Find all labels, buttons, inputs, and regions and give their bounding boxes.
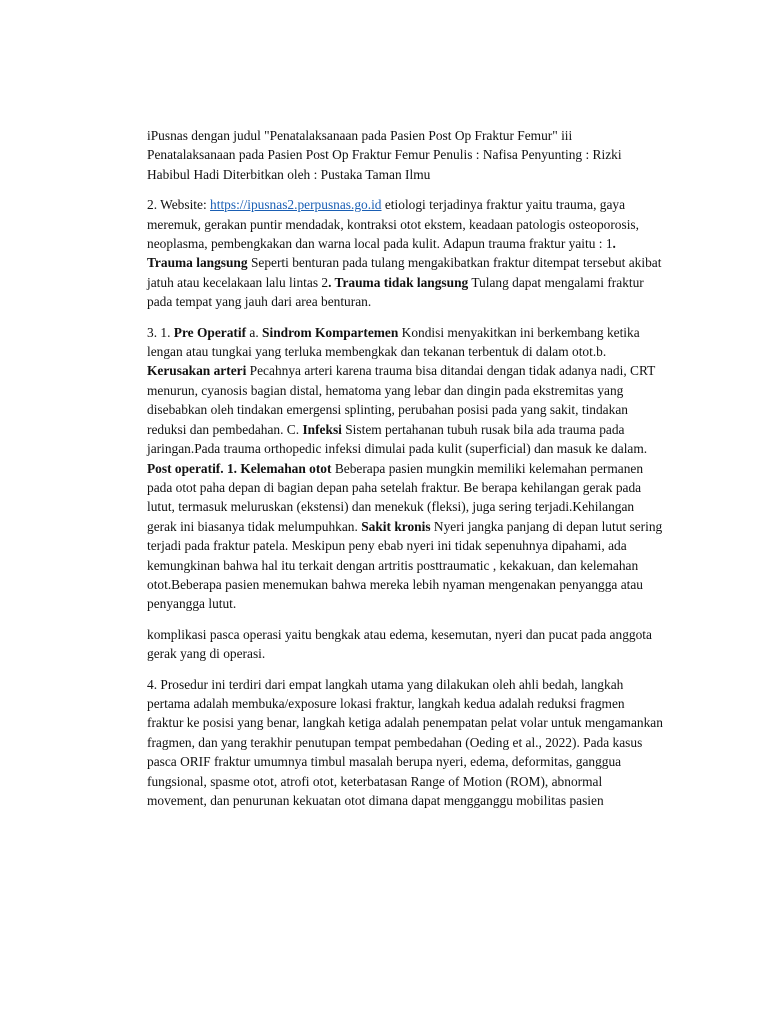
heading-pre-operatif: Pre Operatif xyxy=(173,324,247,340)
paragraph-postop-complications xyxy=(147,625,663,664)
complications-text-1: a. xyxy=(246,324,263,340)
complications-text-3: Pecahnya arteri karena trauma bisa ditandai dengan tidak adanya nadi, CRT menurun, cyanosis bagian distal, hematoma yang lebar dan dingin pada ekstremitas yang disebabkan oleh tindakan emergensi splinting, perubahan posisi pada yang sakit, tindakan reduksi dan pembedahan. C. xyxy=(147,363,656,437)
heading-post-operatif-kelemahan-otot: Post operatif. 1. Kelemahan otot xyxy=(147,460,332,476)
complications-text-2: Kondisi menyakitkan ini berkembang ketika lengan atau tungkai yang terluka membengkak dan tekanan terbentuk di dalam otot.b. xyxy=(147,324,640,360)
website-link[interactable]: https://ipusnas2.perpusnas.go.id xyxy=(210,197,382,213)
heading-trauma-langsung: . Trauma langsung xyxy=(147,236,616,271)
complications-text-5: Beberapa pasien mungkin memiliki kelemahan permanen pada otot paha depan di bagian depan paha setelah fraktur. Be berapa kehilangan gerak pada lutut, termasuk meluruskan (ekstensi) dan menekuk (fleksi), juga sering terjadi.Kehilangan gerak ini biasanya tidak melumpuhkan. xyxy=(147,460,644,534)
etiology-text-1: etiologi terjadinya fraktur yaitu trauma, gaya meremuk, gerakan puntir mendadak, kontraksi otot ekstem, keadaan patologis osteoporosis, neoplasma, pembengkakan dan warna local pada kulit. Adapun trauma fraktur yaitu : 1 xyxy=(147,197,639,252)
paragraph-procedure xyxy=(147,675,663,811)
complications-text-4: Sistem pertahanan tubuh rusak bila ada trauma pada jaringan.Pada trauma orthopedic infeksi dimulai pada kulit (superficial) dan masuk ke dalam. xyxy=(147,421,648,457)
heading-sakit-kronis: Sakit kronis xyxy=(361,518,431,534)
website-label: 2. Website: xyxy=(147,197,211,213)
heading-trauma-tidak-langsung: . Trauma tidak langsung xyxy=(328,274,469,290)
paragraph-etiology xyxy=(147,195,663,311)
document-page xyxy=(147,126,663,810)
etiology-text-3: Tulang dapat mengalami fraktur pada tempat yang jauh dari area benturan. xyxy=(147,274,644,310)
complications-text-6: Nyeri jangka panjang di depan lutut sering terjadi pada fraktur patela. Meskipun peny ebab nyeri ini tidak sepenuhnya dipahami, ada kemungkinan bahwa hal itu terkait dengan artritis posttraumatic , kekakuan, dan kelemahan otot.Beberapa pasien menemukan bahwa mereka lebih nyaman mengenakan penyangga atau penyangga lutut. xyxy=(147,518,663,612)
etiology-text-2: Seperti benturan pada tulang mengakibatkan fraktur ditempat tersebut akibat jatuh atau kecelakaan lalu lintas 2 xyxy=(147,255,662,290)
procedure-text: 4. Prosedur ini terdiri dari empat langkah utama yang dilakukan oleh ahli bedah, langkah pertama adalah membuka/exposure lokasi fraktur, langkah kedua adalah reduksi fragmen fraktur ke posisi yang benar, langkah ketiga adalah penempatan pelat volar untuk mengamankan fragmen, dan yang terakhir penutupan tempat pembedahan (Oeding et al., 2022). Pada kasus pasca ORIF fraktur umumnya timbul masalah berupa nyeri, edema, deformitas, ganggua fungsional, spasme otot, atrofi otot, keterbatasan Range of Motion (ROM), abnormal movement, dan penurunan kekuatan otot dimana dapat mengganggu mobilitas pasien xyxy=(147,676,663,808)
complications-number: 3. 1. xyxy=(147,324,174,340)
postop-complications-text: komplikasi pasca operasi yaitu bengkak atau edema, kesemutan, nyeri dan pucat pada anggota gerak yang di operasi. xyxy=(147,626,652,662)
heading-sindrom-kompartemen: Sindrom Kompartemen xyxy=(262,324,399,340)
heading-infeksi: Infeksi xyxy=(302,421,342,437)
source-info-text: iPusnas dengan judul "Penatalaksanaan pada Pasien Post Op Fraktur Femur" iii Penatalaksanaan pada Pasien Post Op Fraktur Femur Penulis : Nafisa Penyunting : Rizki Habibul Hadi Diterbitkan oleh : Pustaka Taman Ilmu xyxy=(147,128,622,182)
heading-kerusakan-arteri: Kerusakan arteri xyxy=(147,363,247,379)
paragraph-complications xyxy=(147,323,663,614)
paragraph-source-info xyxy=(147,126,663,184)
